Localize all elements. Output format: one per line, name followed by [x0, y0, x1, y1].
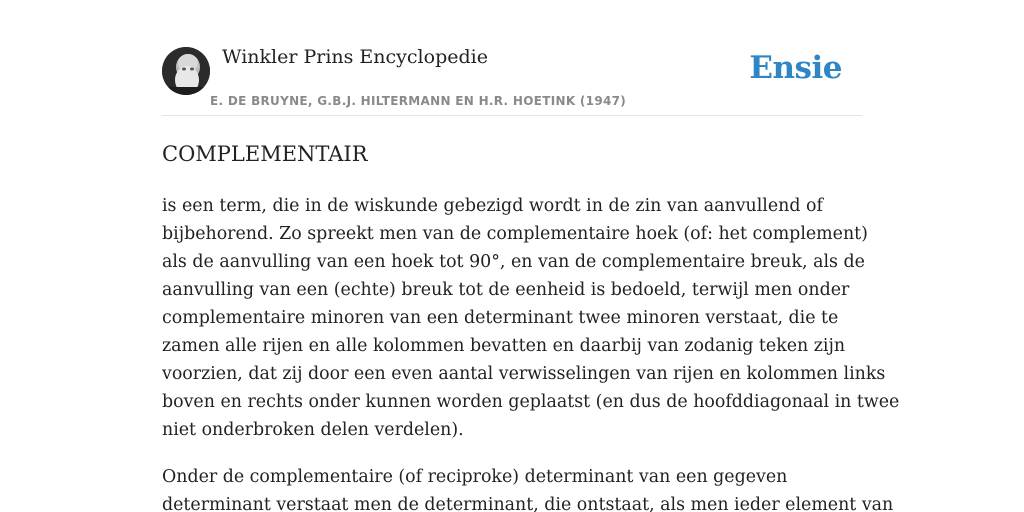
book-title[interactable]: Winkler Prins Encyclopedie	[222, 46, 488, 68]
paragraph-1	[162, 192, 900, 444]
book-authors: E. DE BRUYNE, G.B.J. HILTERMANN EN H.R. HOETINK (1947)	[210, 94, 627, 108]
header	[162, 0, 862, 116]
text-line: niet onderbroken delen verdelen).	[162, 420, 464, 440]
text-line: voorzien, dat zij door een even aantal verwisselingen van rijen en kolommen links	[162, 364, 886, 384]
brand-logo[interactable]: Ensie	[749, 50, 842, 86]
text-line: complementaire minoren van een determinant twee minoren verstaat, die te	[162, 308, 839, 328]
text-line: boven en rechts onder kunnen worden geplaatst (en dus de hoofddiagonaal in twee	[162, 392, 900, 412]
text-line: is een term, die in de wiskunde gebezigd wordt in de zin van aanvullend of	[162, 196, 823, 216]
paragraph-2	[162, 463, 894, 512]
text-line: zamen alle rijen en alle kolommen bevatten en daarbij van zodanig teken zijn	[162, 336, 846, 356]
entry-body	[162, 192, 900, 512]
text-line: aanvulling van een (echte) breuk tot de eenheid is bedoeld, terwijl men onder	[162, 280, 850, 300]
text-line: determinant verstaat men de determinant, die ontstaat, als men ieder element van	[162, 495, 894, 512]
portrait-icon	[162, 47, 210, 95]
text-line: Onder de complementaire (of reciproke) determinant van een gegeven	[162, 467, 788, 487]
text-line: als de aanvulling van een hoek tot 90°, en van de complementaire breuk, als de	[162, 252, 865, 272]
text-line: bijbehorend. Zo spreekt men van de complementaire hoek (of: het complement)	[162, 224, 868, 244]
author-avatar[interactable]	[162, 47, 210, 95]
entry-title: COMPLEMENTAIR	[162, 142, 368, 166]
entry-container	[162, 0, 900, 512]
